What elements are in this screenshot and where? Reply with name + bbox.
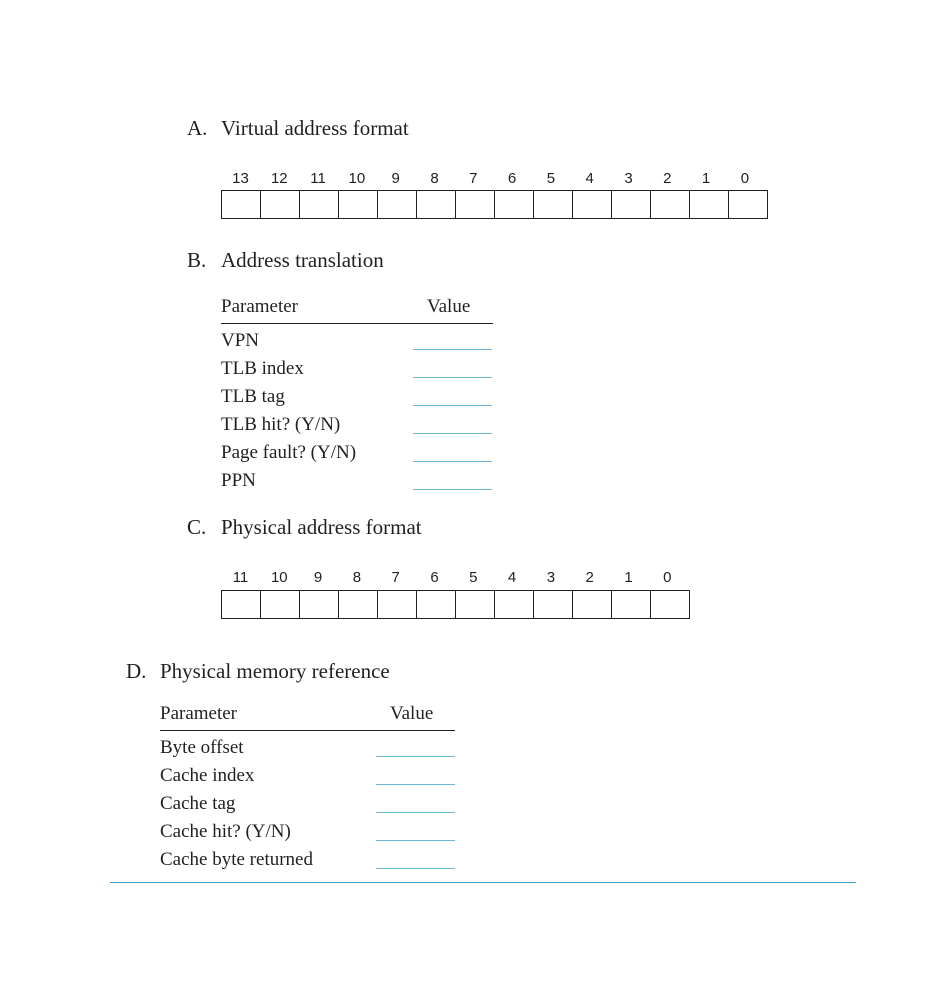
- parameter-label: Cache index: [160, 765, 255, 786]
- section-d-title: Physical memory reference: [160, 659, 390, 683]
- bit-number: 12: [270, 170, 288, 187]
- bit-input-box[interactable]: [689, 190, 728, 219]
- virtual-address-bit-numbers: [221, 170, 767, 188]
- section-c-letter: C.: [187, 515, 207, 539]
- physical-address-bit-boxes: [221, 590, 690, 618]
- section-d-heading: [126, 661, 446, 685]
- parameter-label: Cache byte returned: [160, 849, 313, 870]
- address-translation-table: [221, 296, 493, 496]
- bit-input-box[interactable]: [611, 590, 650, 619]
- bit-number: 7: [469, 170, 478, 187]
- bit-number: 1: [624, 569, 633, 586]
- value-blank[interactable]: [376, 812, 455, 813]
- bit-input-box[interactable]: [416, 190, 455, 219]
- bit-input-box[interactable]: [572, 590, 611, 619]
- bit-number: 0: [663, 569, 672, 586]
- parameter-label: Page fault? (Y/N): [221, 442, 357, 463]
- bit-number: 3: [546, 569, 556, 586]
- bit-number: 11: [310, 170, 326, 187]
- bit-number: 10: [270, 569, 288, 586]
- bit-number: 6: [430, 569, 439, 586]
- physical-memory-reference-table: [160, 703, 455, 878]
- bit-number: 1: [701, 170, 711, 187]
- bit-number: 2: [663, 170, 672, 187]
- value-blank[interactable]: [413, 377, 492, 378]
- bit-number: 11: [232, 569, 249, 586]
- bit-input-box[interactable]: [533, 190, 572, 219]
- section-a-title: Virtual address format: [221, 116, 409, 140]
- value-blank[interactable]: [413, 405, 492, 406]
- bit-input-box[interactable]: [728, 190, 768, 219]
- bit-number: 10: [348, 170, 366, 187]
- value-blank[interactable]: [413, 433, 492, 434]
- bit-input-box[interactable]: [260, 190, 299, 219]
- bit-input-box[interactable]: [299, 190, 338, 219]
- parameter-label: Cache hit? (Y/N): [160, 821, 291, 842]
- bit-input-box[interactable]: [494, 190, 533, 219]
- table-row: [221, 441, 493, 469]
- parameter-label: VPN: [221, 330, 260, 351]
- table-row: [160, 848, 455, 876]
- table-row: [221, 385, 493, 413]
- page-bottom-rule: [110, 882, 856, 883]
- bit-number: 3: [624, 170, 633, 187]
- bit-input-box[interactable]: [338, 590, 377, 619]
- parameter-label: PPN: [221, 470, 256, 491]
- bit-number: 6: [507, 170, 517, 187]
- bit-number: 9: [313, 569, 323, 586]
- bit-input-box[interactable]: [377, 590, 416, 619]
- bit-number: 8: [352, 569, 362, 586]
- bit-input-box[interactable]: [416, 590, 455, 619]
- value-blank[interactable]: [413, 489, 492, 490]
- bit-input-box[interactable]: [611, 190, 650, 219]
- value-blank[interactable]: [376, 784, 455, 785]
- bit-number: 0: [740, 170, 750, 187]
- bit-number: 5: [546, 170, 556, 187]
- bit-input-box[interactable]: [650, 190, 689, 219]
- bit-input-box[interactable]: [650, 590, 690, 619]
- section-d-letter: D.: [126, 659, 147, 683]
- value-blank[interactable]: [413, 349, 492, 350]
- parameter-header: Parameter: [221, 296, 299, 317]
- section-c-title: Physical address format: [221, 515, 422, 539]
- bit-number: 4: [507, 569, 517, 586]
- bit-number: 4: [585, 170, 594, 187]
- bit-number: 9: [391, 170, 400, 187]
- value-blank[interactable]: [376, 840, 455, 841]
- table-row: [160, 792, 455, 820]
- section-a-letter: A.: [187, 116, 208, 140]
- table-row: [160, 764, 455, 792]
- bit-input-box[interactable]: [533, 590, 572, 619]
- bit-input-box[interactable]: [221, 190, 260, 219]
- bit-input-box[interactable]: [260, 590, 299, 619]
- section-b-letter: B.: [187, 248, 207, 272]
- table-row: [221, 357, 493, 385]
- bit-number: 5: [469, 569, 478, 586]
- physical-address-bit-numbers: [221, 569, 689, 587]
- parameter-label: TLB hit? (Y/N): [221, 414, 341, 435]
- header-rule: [160, 730, 455, 731]
- value-blank[interactable]: [413, 461, 492, 462]
- parameter-header: Parameter: [160, 703, 238, 724]
- bit-input-box[interactable]: [572, 190, 611, 219]
- table-row: [221, 469, 493, 497]
- bit-input-box[interactable]: [338, 190, 377, 219]
- bit-input-box[interactable]: [377, 190, 416, 219]
- bit-input-box[interactable]: [455, 190, 494, 219]
- bit-number: 7: [391, 569, 400, 586]
- bit-input-box[interactable]: [455, 590, 494, 619]
- table-row: [221, 413, 493, 441]
- section-c-heading: [187, 517, 487, 541]
- section-a-heading: [187, 118, 487, 142]
- bit-input-box[interactable]: [221, 590, 260, 619]
- parameter-label: Byte offset: [160, 737, 244, 758]
- section-b-title: Address translation: [221, 248, 384, 272]
- header-rule: [221, 323, 493, 324]
- parameter-label: Cache tag: [160, 793, 236, 814]
- virtual-address-bit-boxes: [221, 190, 768, 218]
- bit-input-box[interactable]: [494, 590, 533, 619]
- section-b-heading: [187, 250, 487, 274]
- table-row: [221, 329, 493, 357]
- bit-input-box[interactable]: [299, 590, 338, 619]
- parameter-label: TLB index: [221, 358, 304, 379]
- table-row: [160, 736, 455, 764]
- table-row: [160, 820, 455, 848]
- value-header: Value: [427, 296, 471, 317]
- value-blank[interactable]: [376, 756, 455, 757]
- value-header: Value: [390, 703, 434, 724]
- bit-number: 2: [585, 569, 594, 586]
- value-blank[interactable]: [376, 868, 455, 869]
- parameter-label: TLB tag: [221, 386, 285, 407]
- bit-number: 8: [430, 170, 439, 187]
- bit-number: 13: [232, 170, 249, 187]
